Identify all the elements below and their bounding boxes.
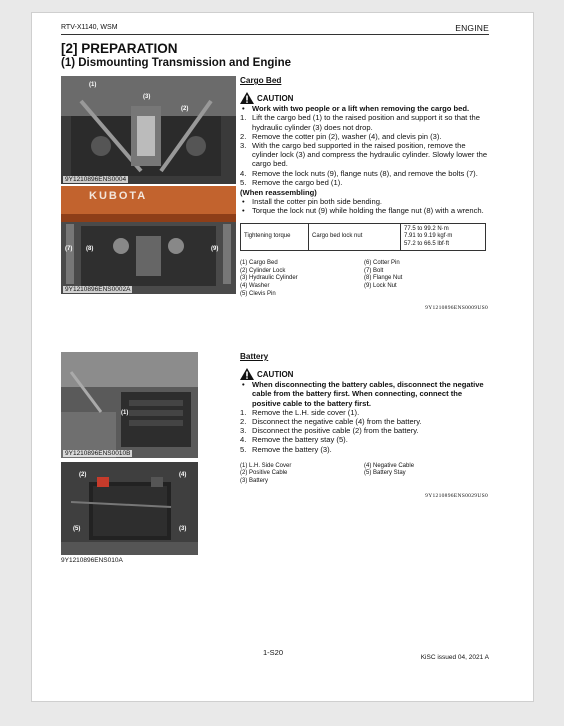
cargo-step-3: 3. With the cargo bed supported in the raised position, remove the cylinder lock (3) and compress the hydraulic cylinder. Slowly lower the cargo bed. bbox=[240, 141, 488, 169]
cargo-step-5: 5. Remove the cargo bed (1). bbox=[240, 177, 343, 187]
cargo-bed-caution bbox=[240, 92, 488, 104]
callout-3-battery: (3) bbox=[179, 526, 187, 532]
callout-3: (3) bbox=[143, 94, 151, 100]
photo-cargo-bed-bolts bbox=[61, 186, 236, 294]
photo-3-id: 9Y1210896ENS0010B bbox=[65, 450, 131, 457]
battery-step-2: 2. Disconnect the negative cable (4) from the battery. bbox=[240, 417, 422, 427]
callout-9: (9) bbox=[211, 246, 219, 252]
cargo-bed-caution-text: • Work with two people or a lift when removing the cargo bed. bbox=[242, 104, 470, 114]
callout-1-battery: (1) bbox=[121, 410, 129, 416]
warning-triangle-icon bbox=[240, 368, 254, 380]
subsection-title: (1) Dismounting Transmission and Engine bbox=[61, 57, 292, 69]
callout-2: (2) bbox=[181, 106, 189, 112]
section-title: [2] PREPARATION bbox=[61, 41, 178, 56]
battery-step-5: 5. Remove the battery (3). bbox=[240, 444, 332, 454]
battery-caution-text: • When disconnecting the battery cables, disconnect the negative cable from the battery first. When connecting, connect the positive cable to the battery first. bbox=[242, 380, 484, 408]
caution-label: CAUTION bbox=[257, 369, 294, 379]
issue-stamp: KiSC issued 04, 2021 A bbox=[420, 654, 489, 661]
battery-step-3: 3. Disconnect the positive cable (2) from the battery. bbox=[240, 426, 419, 436]
header-model: RTV-X1140, WSM bbox=[61, 24, 118, 31]
battery-caution bbox=[240, 368, 488, 380]
cargo-step-4: 4. Remove the lock nuts (9), flange nuts (8), and remove the bolts (7). bbox=[240, 168, 478, 178]
battery-step-1: 1. Remove the L.H. side cover (1). bbox=[240, 407, 360, 417]
cargo-step-2: 2. Remove the cotter pin (2), washer (4), and clevis pin (3). bbox=[240, 131, 442, 141]
photo-1-id: 9Y1210896ENS0004 bbox=[65, 176, 127, 183]
cargo-step-1: 1. Lift the cargo bed (1) to the raised position and support it so that the hydraulic cylinder (3) does not drop. bbox=[240, 113, 480, 132]
callout-4-battery: (4) bbox=[179, 472, 187, 478]
photo-4-id: 9Y1210896ENS010A bbox=[61, 557, 123, 564]
photo-side-cover bbox=[61, 352, 198, 458]
torque-values: 77.5 to 99.2 N·m 7.91 to 9.19 kgf·m 57.2 to 66.5 lbf·ft bbox=[401, 223, 486, 251]
page-number: 1-S20 bbox=[263, 648, 284, 657]
battery-heading: Battery bbox=[240, 352, 269, 361]
reassembling-label: (When reassembling) bbox=[240, 188, 317, 198]
torque-item: Cargo bed lock nut bbox=[309, 223, 401, 251]
photo-cargo-bed-raised bbox=[61, 76, 236, 184]
photo-battery bbox=[61, 462, 198, 555]
torque-label: Tightening torque bbox=[241, 223, 309, 251]
header-rule bbox=[61, 34, 489, 35]
battery-section bbox=[240, 352, 488, 501]
cargo-bed-legend: (1) Cargo Bed (6) Cotter Pin (2) Cylinder Lock (7) Bolt (3) Hydraulic Cylinder (8) Flange Nut (4) Washer (9) Lock Nut (5) Clevis Pin bbox=[240, 260, 403, 297]
battery-legend: (1) L.H. Side Cover (4) Negative Cable (2) Positive Cable (5) Battery Stay (3) Battery bbox=[240, 462, 415, 485]
cargo-bed-section bbox=[240, 76, 488, 313]
caution-label: CAUTION bbox=[257, 93, 294, 103]
callout-5-battery: (5) bbox=[73, 526, 81, 532]
warning-triangle-icon bbox=[240, 92, 254, 104]
cargo-bed-heading: Cargo Bed bbox=[240, 76, 282, 85]
kubota-brand: KUBOTA bbox=[89, 190, 148, 202]
reassembling-1: • Install the cotter pin both side bending. bbox=[242, 197, 383, 207]
battery-ref-code: 9Y1210896ENS0029US0 bbox=[425, 492, 488, 499]
callout-2-battery: (2) bbox=[79, 472, 87, 478]
torque-table bbox=[240, 223, 486, 252]
reassembling-2: • Torque the lock nut (9) while holding the flange nut (8) with a wrench. bbox=[242, 206, 484, 216]
callout-1: (1) bbox=[89, 82, 97, 88]
callout-7: (7) bbox=[65, 246, 73, 252]
photo-2-id: 9Y1210896ENS0002A bbox=[65, 286, 131, 293]
header-section: ENGINE bbox=[455, 23, 489, 33]
battery-step-4: 4. Remove the battery stay (5). bbox=[240, 435, 348, 445]
cargo-bed-ref-code: 9Y1210896ENS0009US0 bbox=[425, 305, 488, 312]
callout-8: (8) bbox=[86, 246, 94, 252]
